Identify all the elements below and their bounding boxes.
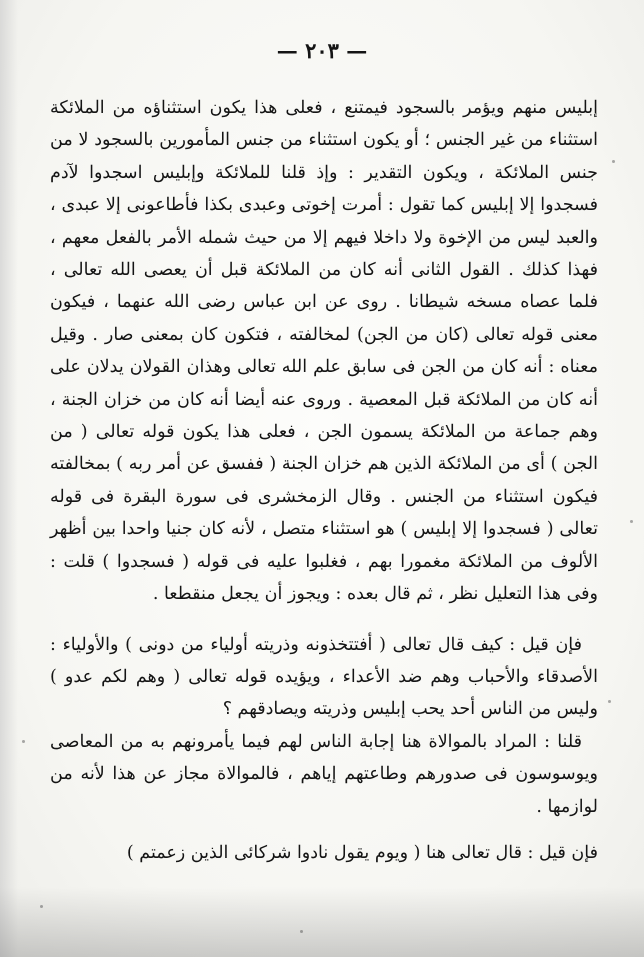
paragraph-1: إبليس منهم ويؤمر بالسجود فيمتنع ، فعلى هذا يكون استثناؤه من الملائكة استثناء من غير الجنس ؛ أو يكون استثناء من جنس المأمورين بالسجود لا من جنس الملائكة ، ويكون التقدير : وإذ قلنا للملائكة وإبليس اسجدوا لآدم فسجدوا إلا إبليس كما تقول : أمرت إخوتى وعبدى بكذا فأطاعونى إلا عبدى ، والعبد ليس من الإخوة ولا داخلا فيهم إلا من حيث شمله الأمر بالفعل معهم ، فهذا كذلك . القول الثانى أنه كان من الملائكة قبل أن يعصى الله تعالى ، فلما عصاه مسخه شيطانا . روى عن ابن عباس رضى الله عنهما ، فيكون معنى قوله تعالى (كان من الجن) لمخالفته ، فتكون كان بمعنى صار . وقيل معناه : أنه كان من الجن فى سابق علم الله تعالى وهذان القولان يدلان على أنه كان من الملائكة قبل المعصية . وروى عنه أيضا أنه كان من خزان الجنة ، وهم جماعة من الملائكة يسمون الجن ، فعلى هذا يكون قوله تعالى ( من الجن ) أى من الملائكة الذين هم خزان الجنة ( ففسق عن أمر ربه ) بمخالفته فيكون استثناء من الجنس . وقال الزمخشرى فى سورة البقرة فى قوله تعالى ( فسجدوا إلا إبليس ) هو استثناء متصل ، لأنه كان جنيا واحدا بين أظهر الألوف من الملائكة مغمورا بهم ، فغلبوا عليه فى قوله ( فسجدوا ) قلت : وفى هذا التعليل نظر ، ثم قال بعده : ويجوز أن يجعل منقطعا . <box>50 98 598 605</box>
scan-speck <box>630 520 633 523</box>
scan-speck <box>608 700 611 703</box>
scan-speck <box>22 740 25 743</box>
page-number: — ٢٠٣ — <box>276 38 368 63</box>
page-shadow-left <box>0 0 18 957</box>
body-text <box>50 92 598 869</box>
scan-speck <box>40 905 43 908</box>
paragraph-3: قلنا : المراد بالموالاة هنا إجابة الناس لهم فيما يأمرونهم به من المعاصى ويوسوسون فى صدورهم وطاعتهم إياهم ، فالموالاة مجاز عن هذا لأنه من لوازمها . <box>50 731 598 817</box>
page-shadow-bottom <box>0 887 644 957</box>
scan-speck <box>612 160 615 163</box>
paragraph-4: فإن قيل : قال تعالى هنا ( ويوم يقول نادوا شركائى الذين زعمتم ) <box>126 842 598 863</box>
scan-speck <box>300 930 303 933</box>
paragraph-2: فإن قيل : كيف قال تعالى ( أفتتخذونه وذريته أولياء من دونى ) والأولياء : الأصدقاء والأحباب وهم ضد الأعداء ، ويؤيده قوله تعالى ( وهم لكم عدو ) وليس من الناس أحد يحب إبليس وذريته ويصادقهم ؟ <box>50 634 598 720</box>
